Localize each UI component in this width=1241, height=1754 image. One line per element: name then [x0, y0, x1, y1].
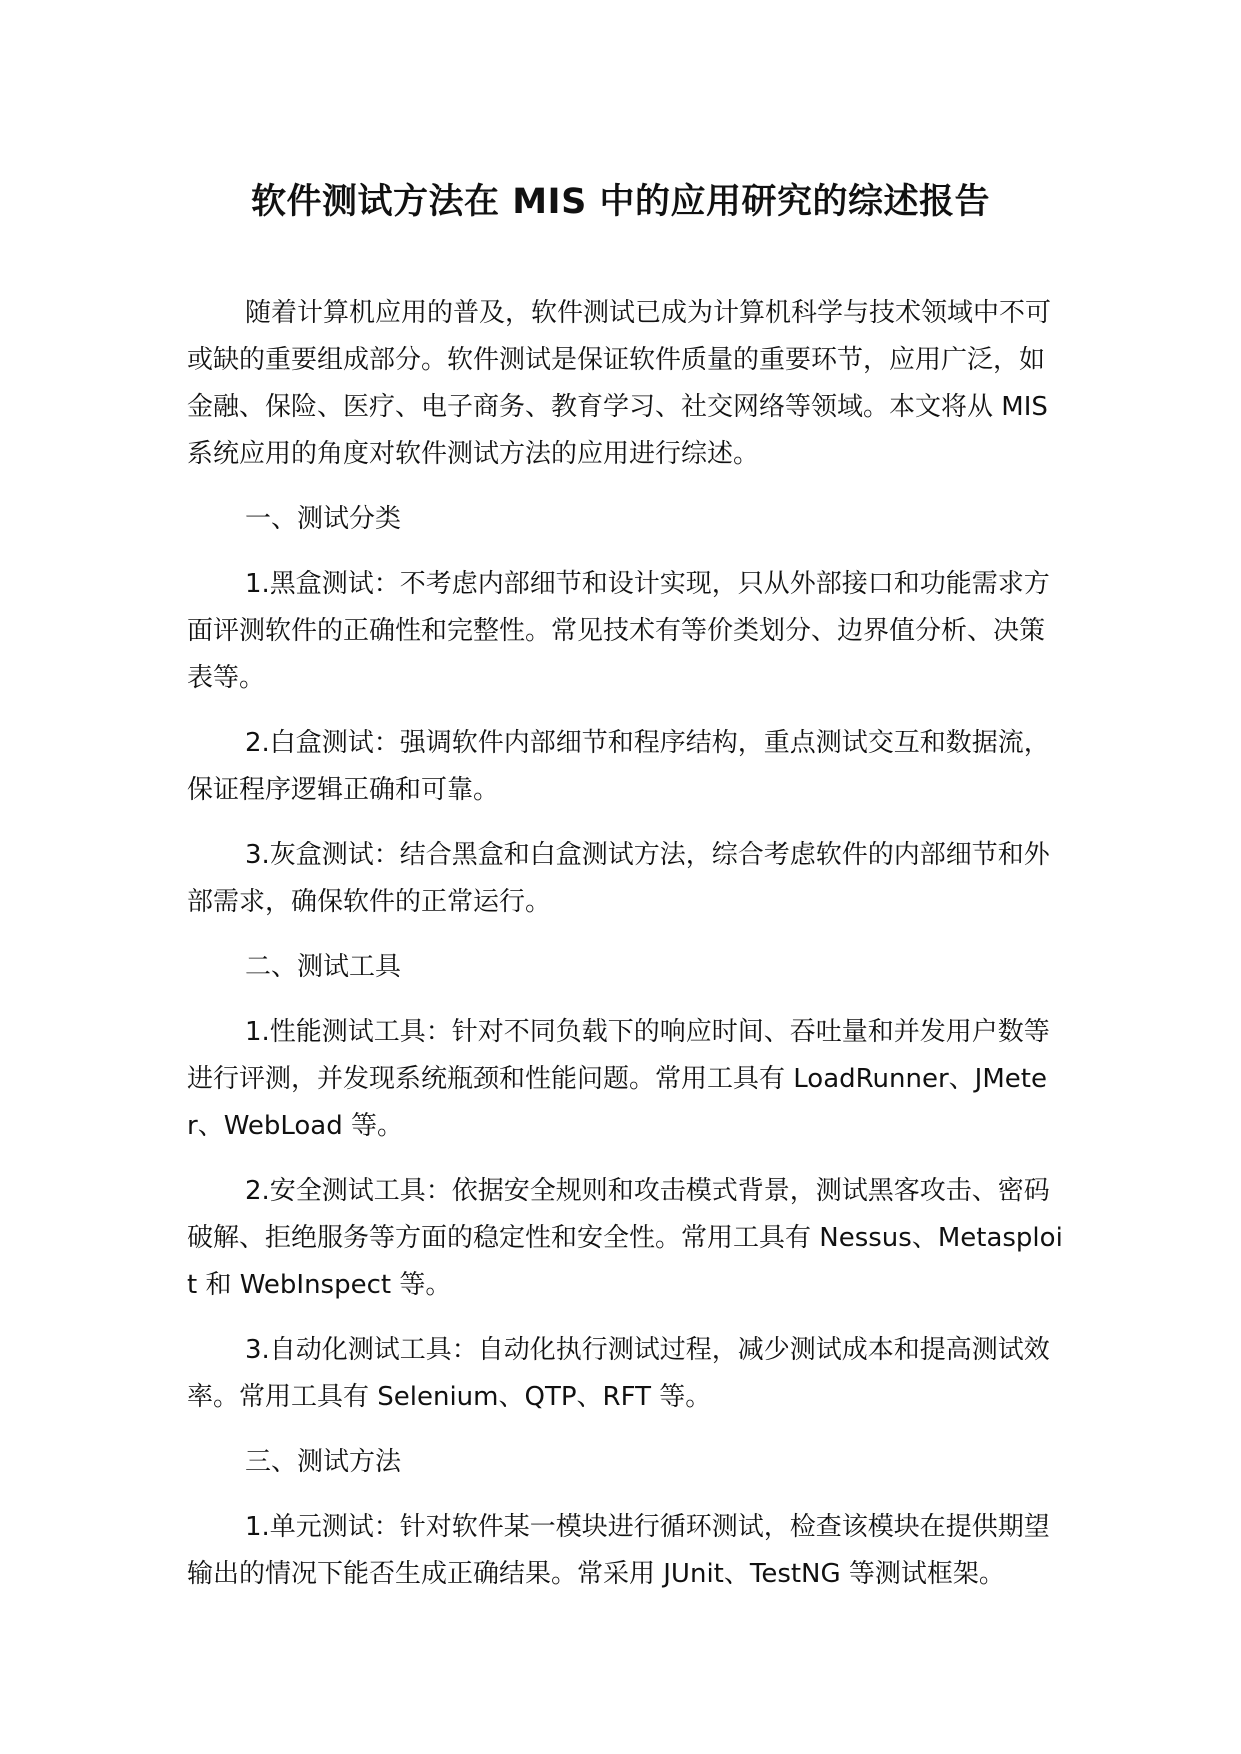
paragraph-performance-tools: 1.性能测试工具：针对不同负载下的响应时间、吞吐量和并发用户数等进行评测，并发现系统瓶颈和性能问题。常用工具有 LoadRunner、JMeter、WebLoad 等。: [187, 1017, 1050, 1141]
paragraph-unit-testing: 1.单元测试：针对软件某一模块进行循环测试，检查该模块在提供期望输出的情况下能否生成正确结果。常采用 JUnit、TestNG 等测试框架。: [187, 1512, 1050, 1589]
document-title: 软件测试方法在 MIS 中的应用研究的综述报告: [251, 182, 990, 222]
paragraph-security-tools: 2.安全测试工具：依据安全规则和攻击模式背景，测试黑客攻击、密码破解、拒绝服务等方面的稳定性和安全性。常用工具有 Nessus、Metasploit 和 WebInspect 等。: [187, 1176, 1063, 1300]
section-heading-methods: 三、测试方法: [245, 1447, 402, 1477]
intro-paragraph: 随着计算机应用的普及，软件测试已成为计算机科学与技术领域中不可或缺的重要组成部分。软件测试是保证软件质量的重要环节，应用广泛，如金融、保险、医疗、电子商务、教育学习、社交网络等领域。本文将从 MIS 系统应用的角度对软件测试方法的应用进行综述。: [187, 298, 1052, 469]
paragraph-black-box: 1.黑盒测试：不考虑内部细节和设计实现，只从外部接口和功能需求方面评测软件的正确性和完整性。常见技术有等价类划分、边界值分析、决策表等。: [187, 569, 1050, 693]
paragraph-gray-box: 3.灰盒测试：结合黑盒和白盒测试方法，综合考虑软件的内部细节和外部需求，确保软件的正常运行。: [187, 840, 1050, 917]
section-heading-tools: 二、测试工具: [245, 952, 402, 982]
paragraph-automation-tools: 3.自动化测试工具：自动化执行测试过程，减少测试成本和提高测试效率。常用工具有 Selenium、QTP、RFT 等。: [187, 1335, 1050, 1412]
paragraph-white-box: 2.白盒测试：强调软件内部细节和程序结构，重点测试交互和数据流，保证程序逻辑正确和可靠。: [187, 728, 1050, 805]
section-heading-classification: 一、测试分类: [245, 504, 402, 534]
document-body: [187, 290, 1067, 1616]
